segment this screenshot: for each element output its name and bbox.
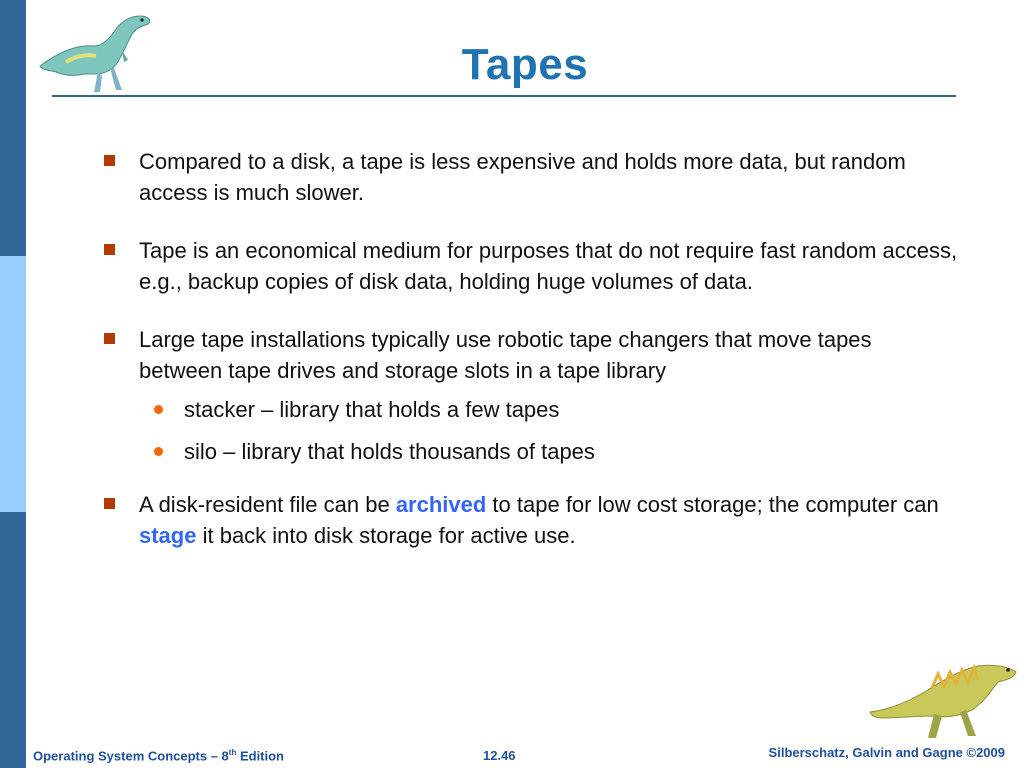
text-run: it back into disk storage for active use. — [196, 523, 576, 548]
square-bullet-icon — [104, 244, 115, 255]
square-bullet-icon — [104, 498, 115, 509]
footer-slide-number: 12.46 — [483, 748, 516, 763]
sub-bullet-item — [100, 394, 960, 425]
text-run: A disk-resident file can be — [139, 492, 396, 517]
bullet-item — [100, 146, 960, 208]
sub-bullet-list — [100, 394, 960, 467]
bullet-text — [139, 492, 939, 548]
side-stripe-middle — [0, 256, 26, 512]
sub-bullet-text: stacker – library that holds a few tapes — [184, 397, 560, 422]
footer-book-title — [33, 748, 284, 763]
footer-book-title-edition: Edition — [236, 748, 285, 764]
slide-footer — [0, 740, 1024, 768]
dinosaur-icon — [868, 656, 1018, 740]
side-stripe-top — [0, 0, 26, 256]
slide-title: Tapes — [461, 40, 589, 89]
bullet-text: Tape is an economical medium for purposes that do not require fast random access, e.g., backup copies of disk data, holding huge volumes of data. — [139, 238, 958, 294]
slide-body — [100, 146, 960, 551]
round-bullet-icon — [154, 405, 163, 414]
bullet-item — [100, 489, 960, 551]
sub-bullet-item — [100, 436, 960, 467]
keyword-stage: stage — [139, 523, 197, 548]
footer-book-title-main: Operating System Concepts – 8 — [33, 748, 229, 764]
text-run: to tape for low cost storage; the computer can — [486, 492, 939, 517]
footer-superscript: th — [228, 748, 237, 757]
bullet-text: Compared to a disk, a tape is less expensive and holds more data, but random access is much slower. — [139, 149, 906, 205]
sub-bullet-text: silo – library that holds thousands of tapes — [184, 439, 595, 464]
keyword-archived: archived — [395, 492, 487, 517]
square-bullet-icon — [104, 155, 115, 166]
footer-authors: Silberschatz, Galvin and Gagne ©2009 — [768, 745, 1005, 760]
square-bullet-icon — [104, 333, 115, 344]
bullet-item — [100, 235, 960, 297]
bullet-text: Large tape installations typically use robotic tape changers that move tapes between tape drives and storage slots in a tape library — [139, 327, 872, 383]
title-underline — [52, 95, 956, 97]
round-bullet-icon — [154, 447, 163, 456]
side-stripe-bottom — [0, 512, 26, 768]
bullet-item — [100, 324, 960, 386]
